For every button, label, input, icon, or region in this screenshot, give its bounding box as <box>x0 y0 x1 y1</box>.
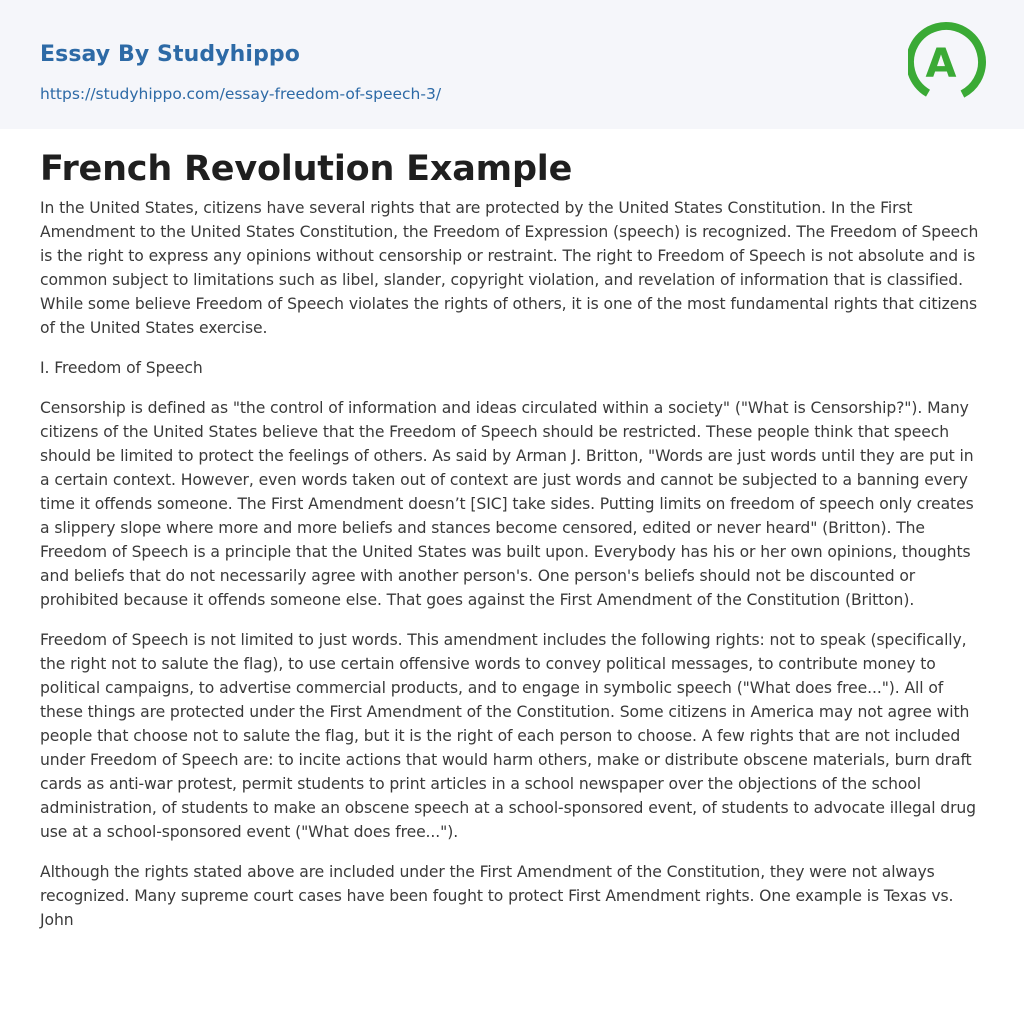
paragraph: Freedom of Speech is not limited to just words. This amendment includes the following rights: not to speak (specifically, the right not to salute the flag), to use certain offensive words to convey political messages, to contribute money to political campaigns, to advertise commercial products, and to engage in symbolic speech ("What does free..."). All of these things are protected under the First Amendment of the Constitution. Some citizens in America may not agree with people that choose not to salute the flag, but it is the right of each person to choose. A few rights that are not included under Freedom of Speech are: to incite actions that would harm others, make or distribute obscene materials, burn draft cards as anti-war protest, permit students to print articles in a school newspaper over the objections of the school administration, of students to make an obscene speech at a school-sponsored event, of students to advocate illegal drug use at a school-sponsored event ("What does free..."). <box>40 631 976 841</box>
article <box>0 148 1024 932</box>
site-title[interactable]: Essay By Studyhippo <box>40 42 300 67</box>
essay-url-link[interactable]: https://studyhippo.com/essay-freedom-of-speech-3/ <box>40 85 442 103</box>
paragraph: Censorship is defined as "the control of information and ideas circulated within a society" ("What is Censorship?"). Many citizens of the United States believe that the Freedom of Speech should be restricted. These people think that speech should be limited to protect the feelings of others. As said by Arman J. Britton, "Words are just words until they are put in a certain context. However, even words taken out of context are just words and cannot be subjected to a banning every time it offends someone. The First Amendment doesn’t [SIC] take sides. Putting limits on freedom of speech only creates a slippery slope where more and more beliefs and stances become censored, edited or never heard" (Britton). The Freedom of Speech is a principle that the United States was built upon. Everybody has his or her own opinions, thoughts and beliefs that do not necessarily agree with another person's. One person's beliefs should not be discounted or prohibited because it offends someone else. That goes against the First Amendment of the Constitution (Britton). <box>40 399 974 609</box>
logo-letter: A <box>925 41 957 87</box>
studyhippo-logo-icon[interactable] <box>908 17 988 107</box>
section-heading: I. Freedom of Speech <box>40 359 203 377</box>
paragraph: In the United States, citizens have several rights that are protected by the United States Constitution. In the First Amendment to the United States Constitution, the Freedom of Expression (speech) is recognized. The Freedom of Speech is the right to express any opinions without censorship or restraint. The right to Freedom of Speech is not absolute and is common subject to limitations such as libel, slander, copyright violation, and revelation of information that is classified. While some believe Freedom of Speech violates the rights of others, it is one of the most fundamental rights that citizens of the United States exercise. <box>40 199 979 337</box>
paragraph: Although the rights stated above are included under the First Amendment of the Constitution, they were not always recognized. Many supreme court cases have been fought to protect First Amendment rights. One example is Texas vs. John <box>40 863 954 929</box>
page-title: French Revolution Example <box>40 149 573 189</box>
site-header <box>0 0 1024 129</box>
